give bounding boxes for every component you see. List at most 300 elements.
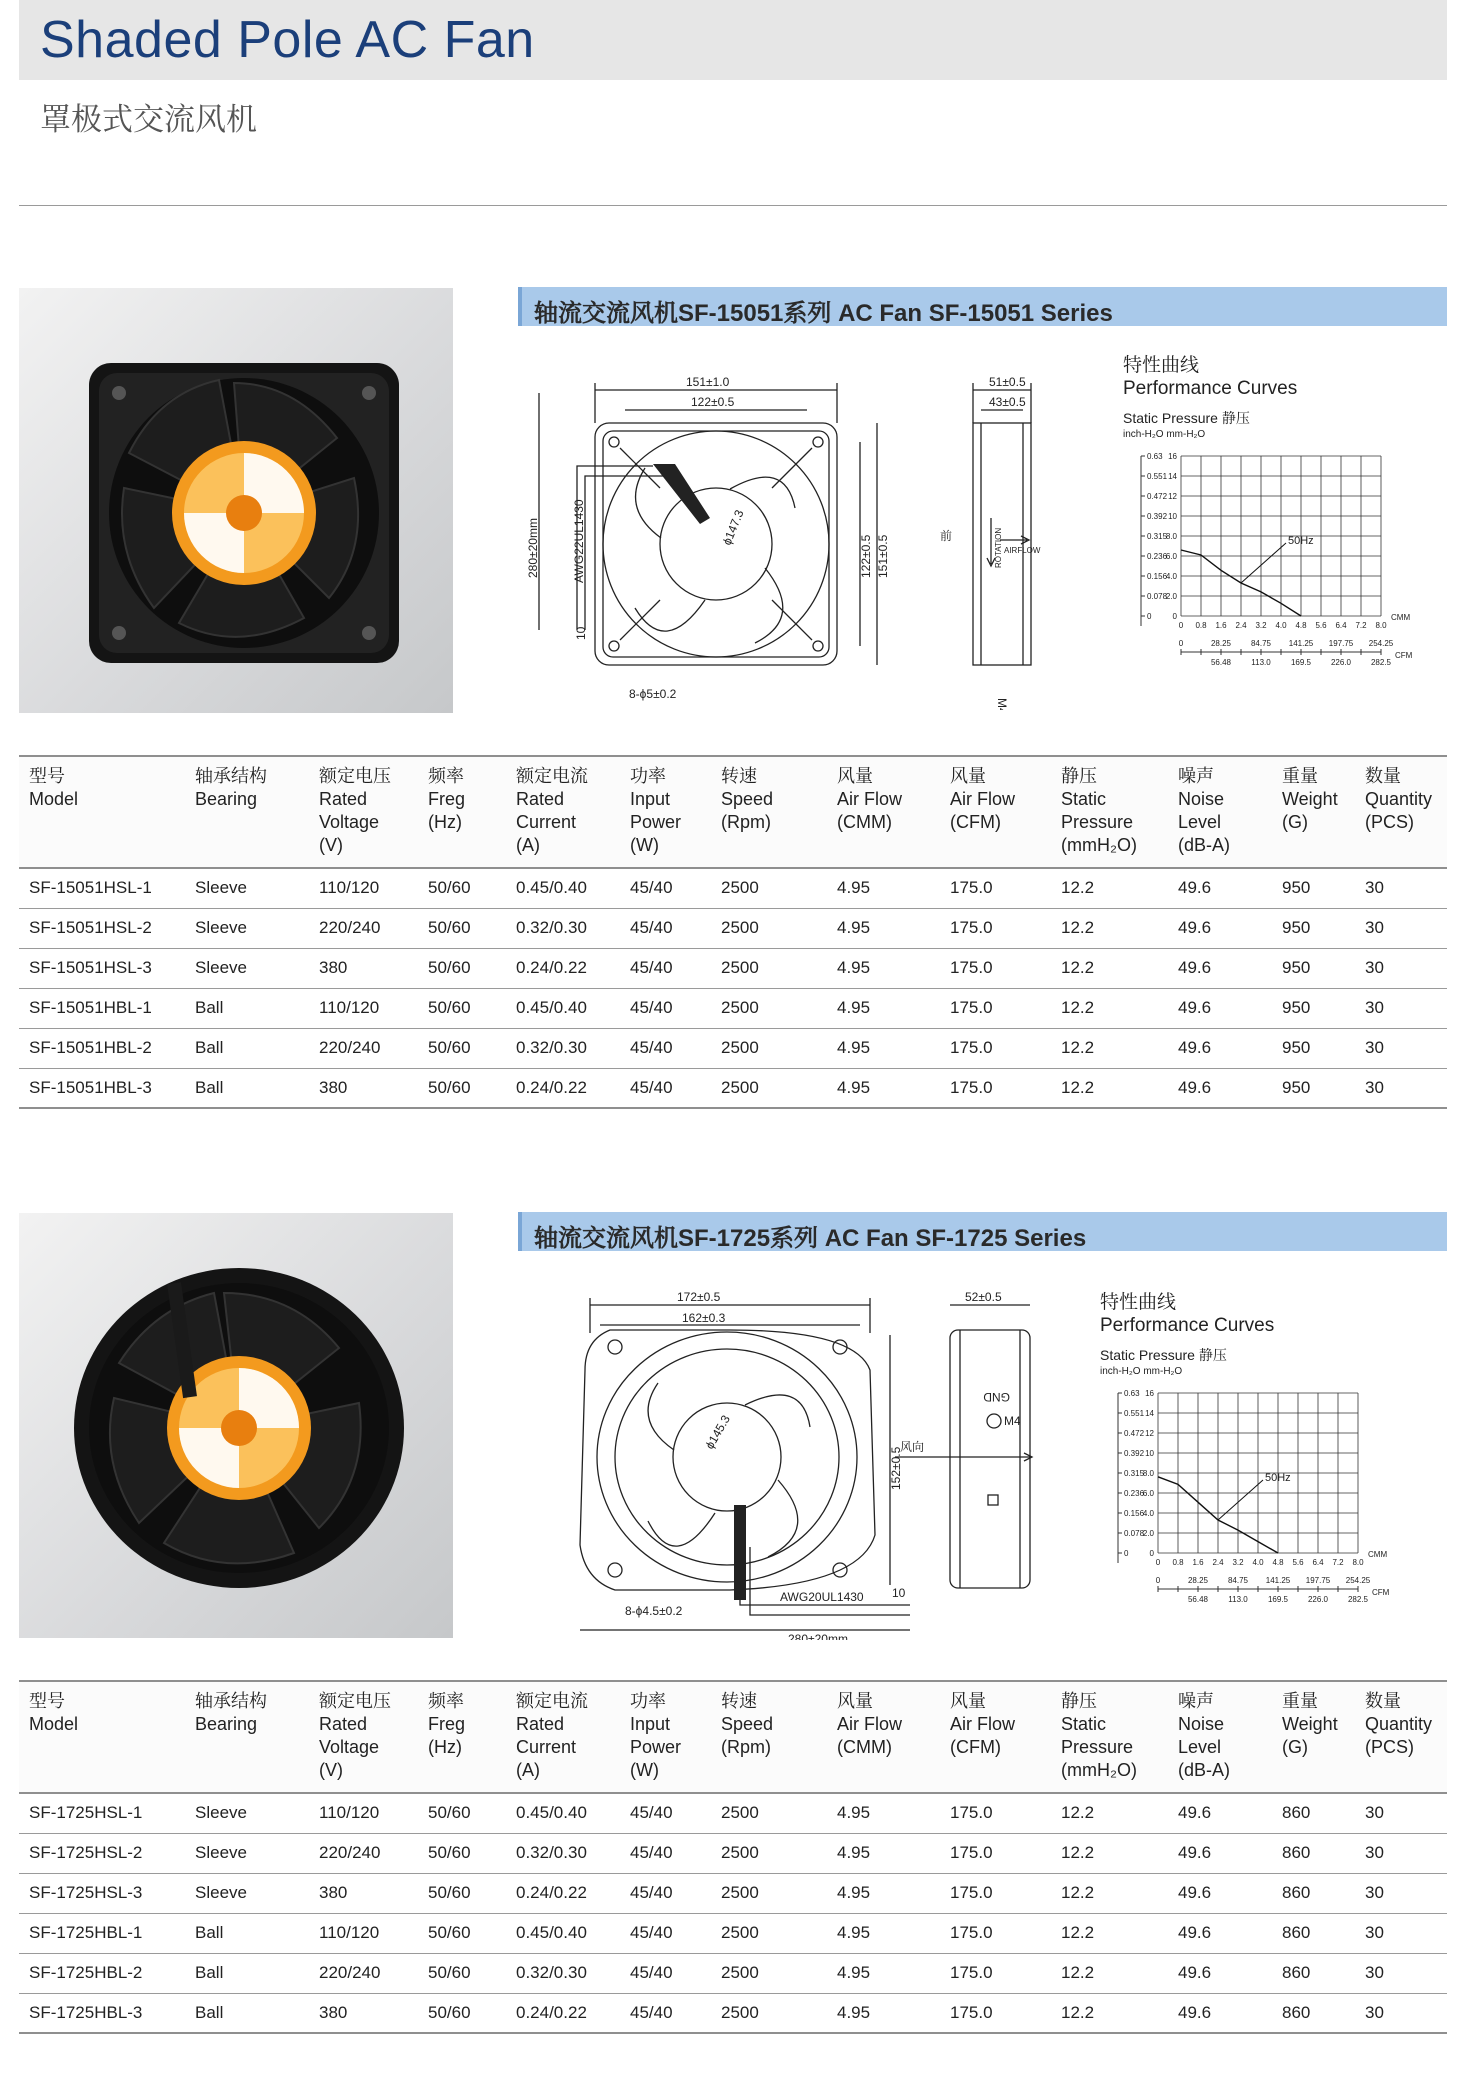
column-header-en: Level xyxy=(1178,812,1222,832)
x-tick-cmm: 3.2 xyxy=(1255,621,1267,630)
table-cell: 50/60 xyxy=(418,1953,506,1993)
table-cell: 2500 xyxy=(711,868,827,908)
cfm-tick-bottom: 226.0 xyxy=(1330,658,1352,667)
column-header-cn: 风量 xyxy=(837,1691,873,1711)
table-cell: 45/40 xyxy=(620,1028,711,1068)
table-cell: 30 xyxy=(1355,1953,1447,1993)
column-header xyxy=(506,756,620,868)
label-gnd: GND xyxy=(983,1390,1010,1404)
header-divider xyxy=(19,205,1447,206)
label-rotation: ROTATION xyxy=(994,527,1003,568)
column-header xyxy=(940,756,1051,868)
column-header-en: Weight xyxy=(1282,1714,1338,1734)
table-cell: 950 xyxy=(1272,948,1355,988)
table-cell: 175.0 xyxy=(940,1993,1051,2033)
column-header-cn: 轴承结构 xyxy=(195,766,267,786)
column-header-en: (G) xyxy=(1282,1737,1308,1757)
column-header xyxy=(185,1681,309,1793)
column-header-en: (dB-A) xyxy=(1178,1760,1231,1780)
table-cell: 220/240 xyxy=(309,908,418,948)
x-axis-label-cmm: CMM xyxy=(1368,1550,1388,1559)
table-row xyxy=(19,1913,1447,1953)
perf-static-pressure: Static Pressure 静压 xyxy=(1123,410,1250,426)
table-cell: 45/40 xyxy=(620,1873,711,1913)
table-cell: 4.95 xyxy=(827,1068,940,1108)
y-tick-mm: 0 xyxy=(1149,1549,1154,1558)
column-header-en: Quantity xyxy=(1365,789,1433,809)
table-cell: 860 xyxy=(1272,1953,1355,1993)
table-cell: 12.2 xyxy=(1051,868,1168,908)
table-cell: SF-15051HBL-1 xyxy=(19,988,185,1028)
x-tick-cmm: 7.2 xyxy=(1332,1558,1344,1567)
table-cell: 0.32/0.30 xyxy=(506,908,620,948)
column-header-en: Freg xyxy=(428,1714,466,1734)
table-cell: 4.95 xyxy=(827,1953,940,1993)
table-cell: 860 xyxy=(1272,1873,1355,1913)
column-header-en: Bearing xyxy=(195,789,258,809)
table-cell: 50/60 xyxy=(418,1793,506,1833)
table-cell: 49.6 xyxy=(1168,1068,1272,1108)
column-header-cn: 功率 xyxy=(630,766,666,786)
table-cell: 50/60 xyxy=(418,948,506,988)
cfm-tick-top: 84.75 xyxy=(1250,639,1272,648)
table-cell: Ball xyxy=(185,988,309,1028)
table-cell: 12.2 xyxy=(1051,1028,1168,1068)
table-row xyxy=(19,908,1447,948)
column-header xyxy=(827,1681,940,1793)
column-header-en: (CFM) xyxy=(950,1737,1001,1757)
table-cell: Sleeve xyxy=(185,1833,309,1873)
fan-photo-sf15051 xyxy=(19,288,453,713)
table-cell: Ball xyxy=(185,1913,309,1953)
table-cell: 860 xyxy=(1272,1793,1355,1833)
label-front: 前 xyxy=(940,529,953,543)
dim-wire-length: 280±20mm xyxy=(788,1632,848,1640)
y-tick-mm: 2.0 xyxy=(1165,592,1177,601)
x-tick-cmm: 1.6 xyxy=(1215,621,1227,630)
table-cell: 0.24/0.22 xyxy=(506,948,620,988)
table-cell: 950 xyxy=(1272,908,1355,948)
table-cell: SF-15051HSL-3 xyxy=(19,948,185,988)
y-tick-inch: 0 xyxy=(1124,1549,1129,1558)
table-cell: SF-1725HSL-3 xyxy=(19,1873,185,1913)
column-header xyxy=(19,756,185,868)
x-tick-cmm: 3.2 xyxy=(1232,1558,1244,1567)
column-header-en: (W) xyxy=(630,835,659,855)
column-header-en: (V) xyxy=(319,835,343,855)
column-header xyxy=(506,1681,620,1793)
x-tick-cmm: 0 xyxy=(1155,1558,1161,1567)
column-header-en: Power xyxy=(630,1737,682,1757)
table-cell: 4.95 xyxy=(827,1833,940,1873)
column-header-en: Rated xyxy=(516,1714,565,1734)
table-cell: Sleeve xyxy=(185,908,309,948)
cfm-tick-bottom: 282.5 xyxy=(1347,1595,1369,1604)
table-cell: 220/240 xyxy=(309,1833,418,1873)
table-cell: 49.6 xyxy=(1168,1833,1272,1873)
column-header xyxy=(418,756,506,868)
table-cell: 4.95 xyxy=(827,988,940,1028)
column-header-cn: 数量 xyxy=(1365,766,1401,786)
y-tick-mm: 16 xyxy=(1168,452,1177,461)
y-tick-inch: 0.551 xyxy=(1124,1409,1145,1418)
table-cell: 30 xyxy=(1355,1028,1447,1068)
column-header-cn: 重量 xyxy=(1282,1691,1318,1711)
x-tick-cmm: 2.4 xyxy=(1212,1558,1224,1567)
table-row xyxy=(19,1953,1447,1993)
table-cell: 45/40 xyxy=(620,1793,711,1833)
column-header-en: Rated xyxy=(516,789,565,809)
table-cell: 0.45/0.40 xyxy=(506,868,620,908)
x-tick-cmm: 7.2 xyxy=(1355,621,1367,630)
table-cell: 110/120 xyxy=(309,988,418,1028)
table-cell: 950 xyxy=(1272,988,1355,1028)
y-tick-mm: 14 xyxy=(1168,472,1177,481)
column-header-cn: 频率 xyxy=(428,766,464,786)
column-header-cn: 频率 xyxy=(428,1691,464,1711)
column-header-en: (PCS) xyxy=(1365,812,1414,832)
table-cell: 45/40 xyxy=(620,1833,711,1873)
table-cell: 380 xyxy=(309,1873,418,1913)
cfm-tick-top: 0 xyxy=(1178,639,1184,648)
column-header-en: Pressure xyxy=(1061,1737,1134,1757)
y-tick-inch: 0.551 xyxy=(1147,472,1168,481)
page-title: Shaded Pole AC Fan xyxy=(40,11,535,69)
y-tick-mm: 8.0 xyxy=(1165,532,1177,541)
dimension-drawing-sf1725 xyxy=(540,1285,1060,1640)
column-header-en: Static xyxy=(1061,1714,1107,1734)
table-cell: 49.6 xyxy=(1168,1953,1272,1993)
table-cell: 30 xyxy=(1355,948,1447,988)
table-cell: 12.2 xyxy=(1051,1873,1168,1913)
table-cell: 49.6 xyxy=(1168,908,1272,948)
cfm-tick-bottom: 113.0 xyxy=(1251,658,1271,667)
x-axis-label-cfm: CFM xyxy=(1372,1588,1390,1597)
column-header xyxy=(711,1681,827,1793)
x-tick-cmm: 8.0 xyxy=(1352,1558,1364,1567)
label-mount: M4 xyxy=(995,698,1009,710)
cfm-tick-top: 197.75 xyxy=(1305,1576,1331,1585)
table-cell: 175.0 xyxy=(940,1068,1051,1108)
column-header-en: (dB-A) xyxy=(1178,835,1231,855)
column-header-en: Noise xyxy=(1178,789,1225,809)
table-cell: 860 xyxy=(1272,1913,1355,1953)
table-cell: 30 xyxy=(1355,1068,1447,1108)
cfm-tick-top: 197.75 xyxy=(1328,639,1354,648)
x-tick-cmm: 0 xyxy=(1178,621,1184,630)
column-header xyxy=(1272,1681,1355,1793)
table-cell: 30 xyxy=(1355,1793,1447,1833)
cfm-tick-bottom: 56.48 xyxy=(1210,658,1232,667)
x-tick-cmm: 2.4 xyxy=(1235,621,1247,630)
table-cell: 50/60 xyxy=(418,908,506,948)
column-header xyxy=(827,756,940,868)
table-cell: 30 xyxy=(1355,1873,1447,1913)
y-tick-inch: 0.472 xyxy=(1124,1429,1145,1438)
x-tick-cmm: 0.8 xyxy=(1195,621,1207,630)
y-tick-inch: 0.315 xyxy=(1147,532,1168,541)
column-header-en: (Hz) xyxy=(428,812,462,832)
column-header xyxy=(1168,756,1272,868)
dim-height-inner: 122±0.5 xyxy=(859,534,873,578)
y-tick-mm: 10 xyxy=(1168,512,1177,521)
y-tick-mm: 12 xyxy=(1168,492,1177,501)
column-header-cn: 噪声 xyxy=(1178,766,1214,786)
column-header xyxy=(309,1681,418,1793)
y-tick-inch: 0.156 xyxy=(1124,1509,1145,1518)
x-tick-cmm: 8.0 xyxy=(1375,621,1387,630)
cfm-tick-top: 0 xyxy=(1155,1576,1161,1585)
x-tick-cmm: 4.8 xyxy=(1295,621,1307,630)
column-header-en: Speed xyxy=(721,789,774,809)
table-cell: 30 xyxy=(1355,1913,1447,1953)
table-cell: 4.95 xyxy=(827,1913,940,1953)
dim-height-outer: 151±0.5 xyxy=(876,534,890,578)
table-cell: SF-15051HSL-1 xyxy=(19,868,185,908)
column-header-cn: 转速 xyxy=(721,1691,757,1711)
table-cell: 220/240 xyxy=(309,1028,418,1068)
table-cell: 45/40 xyxy=(620,1953,711,1993)
table-row xyxy=(19,1993,1447,2033)
table-cell: SF-1725HBL-2 xyxy=(19,1953,185,1993)
y-tick-inch: 0.472 xyxy=(1147,492,1168,501)
table-cell: 4.95 xyxy=(827,948,940,988)
dim-width-outer: 151±1.0 xyxy=(686,375,730,389)
table-cell: 2500 xyxy=(711,1793,827,1833)
column-header xyxy=(1051,1681,1168,1793)
table-cell: 49.6 xyxy=(1168,1028,1272,1068)
dim-wire-gauge: AWG22UL1430 xyxy=(572,499,586,583)
spec-table-sf15051 xyxy=(19,755,1447,1109)
table-row xyxy=(19,1833,1447,1873)
fan-square-image xyxy=(19,288,453,713)
table-cell: 49.6 xyxy=(1168,1993,1272,2033)
table-cell: 175.0 xyxy=(940,988,1051,1028)
column-header-en: Freg xyxy=(428,789,466,809)
table-cell: SF-1725HBL-1 xyxy=(19,1913,185,1953)
table-cell: 30 xyxy=(1355,988,1447,1028)
table-cell: 2500 xyxy=(711,948,827,988)
table-cell: 30 xyxy=(1355,868,1447,908)
table-cell: 0.45/0.40 xyxy=(506,1793,620,1833)
column-header-en: (G) xyxy=(1282,812,1308,832)
table-cell: 50/60 xyxy=(418,988,506,1028)
table-row xyxy=(19,1068,1447,1108)
column-header-en: Power xyxy=(630,812,682,832)
table-cell: 50/60 xyxy=(418,1068,506,1108)
column-header-en: (mmH₂O) xyxy=(1061,835,1137,855)
column-header-cn: 额定电压 xyxy=(319,1691,391,1711)
series-bar-sf15051 xyxy=(518,287,1447,326)
table-cell: 220/240 xyxy=(309,1953,418,1993)
table-row xyxy=(19,868,1447,908)
cfm-tick-bottom: 282.5 xyxy=(1370,658,1392,667)
column-header-cn: 型号 xyxy=(29,766,65,786)
table-cell: Sleeve xyxy=(185,1793,309,1833)
page-subtitle: 罩极式交流风机 xyxy=(40,102,257,137)
column-header xyxy=(309,756,418,868)
dim-diameter: ϕ147.3 xyxy=(719,507,747,548)
table-cell: 110/120 xyxy=(309,1913,418,1953)
column-header xyxy=(418,1681,506,1793)
column-header-en: Rated xyxy=(319,1714,368,1734)
table-cell: Sleeve xyxy=(185,948,309,988)
x-tick-cmm: 4.8 xyxy=(1272,1558,1284,1567)
column-header-en: Air Flow xyxy=(950,789,1016,809)
table-cell: Ball xyxy=(185,1068,309,1108)
dim-diameter: ϕ145.3 xyxy=(702,1412,733,1452)
y-tick-mm: 4.0 xyxy=(1165,572,1177,581)
perf-title-en: Performance Curves xyxy=(1123,378,1298,399)
dim-height-inner: 152±0.5 xyxy=(889,1446,903,1490)
dim-width-inner: 162±0.3 xyxy=(682,1311,726,1325)
curve-leader-line xyxy=(1218,1480,1263,1520)
table-cell: 30 xyxy=(1355,1833,1447,1873)
table-cell: 50/60 xyxy=(418,1833,506,1873)
table-row xyxy=(19,988,1447,1028)
y-tick-mm: 16 xyxy=(1145,1389,1154,1398)
column-header-cn: 风量 xyxy=(950,1691,986,1711)
column-header xyxy=(1272,756,1355,868)
x-tick-cmm: 4.0 xyxy=(1275,621,1287,630)
table-cell: 380 xyxy=(309,1068,418,1108)
table-cell: 12.2 xyxy=(1051,948,1168,988)
spec-table-sf1725 xyxy=(19,1680,1447,2034)
column-header-cn: 噪声 xyxy=(1178,1691,1214,1711)
series-title: 轴流交流风机SF-15051系列 AC Fan SF-15051 Series xyxy=(534,300,1113,327)
column-header-en: Input xyxy=(630,1714,671,1734)
column-header-en: Voltage xyxy=(319,812,380,832)
table-cell: 4.95 xyxy=(827,868,940,908)
cfm-tick-top: 28.25 xyxy=(1210,639,1232,648)
table-cell: 0.45/0.40 xyxy=(506,988,620,1028)
column-header xyxy=(19,1681,185,1793)
perf-units: inch-H₂O mm-H₂O xyxy=(1123,429,1206,440)
curve-leader-line xyxy=(1241,543,1286,583)
column-header-en: Level xyxy=(1178,1737,1222,1757)
cfm-tick-top: 254.25 xyxy=(1345,1576,1371,1585)
column-header-en: Weight xyxy=(1282,789,1338,809)
table-cell: 12.2 xyxy=(1051,1793,1168,1833)
table-cell: 30 xyxy=(1355,908,1447,948)
table-cell: 2500 xyxy=(711,1873,827,1913)
y-tick-inch: 0.156 xyxy=(1147,572,1168,581)
table-cell: 2500 xyxy=(711,1028,827,1068)
perf-title-cn: 特性曲线 xyxy=(1123,355,1200,376)
column-header-en: (PCS) xyxy=(1365,1737,1414,1757)
column-header-en: (Rpm) xyxy=(721,812,771,832)
y-tick-inch: 0 xyxy=(1147,612,1152,621)
table-cell: 2500 xyxy=(711,988,827,1028)
table-cell: 50/60 xyxy=(418,1913,506,1953)
column-header-en: Air Flow xyxy=(837,1714,903,1734)
column-header-en: (CMM) xyxy=(837,812,892,832)
column-header-en: Air Flow xyxy=(950,1714,1016,1734)
x-tick-cmm: 5.6 xyxy=(1315,621,1327,630)
table-cell: 175.0 xyxy=(940,1028,1051,1068)
table-cell: 30 xyxy=(1355,1993,1447,2033)
table-cell: 50/60 xyxy=(418,1028,506,1068)
cfm-tick-top: 141.25 xyxy=(1288,639,1314,648)
y-tick-mm: 8.0 xyxy=(1142,1469,1154,1478)
column-header-en: (mmH₂O) xyxy=(1061,1760,1137,1780)
y-tick-mm: 2.0 xyxy=(1142,1529,1154,1538)
column-header xyxy=(1051,756,1168,868)
column-header-cn: 轴承结构 xyxy=(195,1691,267,1711)
column-header-cn: 风量 xyxy=(837,766,873,786)
column-header-en: (A) xyxy=(516,835,540,855)
table-row xyxy=(19,1793,1447,1833)
table-cell: 4.95 xyxy=(827,1993,940,2033)
column-header-en: Noise xyxy=(1178,1714,1225,1734)
x-tick-cmm: 6.4 xyxy=(1335,621,1347,630)
curve-label: 50Hz xyxy=(1265,1471,1291,1484)
table-cell: 2500 xyxy=(711,908,827,948)
column-header-en: Pressure xyxy=(1061,812,1134,832)
table-cell: Ball xyxy=(185,1993,309,2033)
y-tick-mm: 4.0 xyxy=(1142,1509,1154,1518)
table-cell: 50/60 xyxy=(418,1873,506,1913)
table-cell: 2500 xyxy=(711,1068,827,1108)
table-cell: 950 xyxy=(1272,1028,1355,1068)
table-cell: 2500 xyxy=(711,1913,827,1953)
table-row xyxy=(19,948,1447,988)
column-header-en: Voltage xyxy=(319,1737,380,1757)
column-header-en: Current xyxy=(516,812,577,832)
dim-width-inner: 122±0.5 xyxy=(691,395,735,409)
table-cell: 0.24/0.22 xyxy=(506,1873,620,1913)
column-header-en: Quantity xyxy=(1365,1714,1433,1734)
perf-static-pressure: Static Pressure 静压 xyxy=(1100,1347,1227,1363)
column-header-en: Model xyxy=(29,1714,79,1734)
table-cell: 49.6 xyxy=(1168,1793,1272,1833)
table-cell: 110/120 xyxy=(309,868,418,908)
dim-holes: 8-ϕ5±0.2 xyxy=(629,687,677,701)
dim-wire-strip: 10 xyxy=(574,626,588,640)
table-cell: 4.95 xyxy=(827,1028,940,1068)
label-airflow-direction: 风向 xyxy=(900,1440,925,1454)
table-cell: 4.95 xyxy=(827,1873,940,1913)
table-cell: 45/40 xyxy=(620,868,711,908)
table-cell: 49.6 xyxy=(1168,948,1272,988)
dim-depth: 52±0.5 xyxy=(965,1290,1002,1304)
column-header-en: Bearing xyxy=(195,1714,258,1734)
column-header-en: (CMM) xyxy=(837,1737,892,1757)
cfm-tick-top: 28.25 xyxy=(1187,1576,1209,1585)
column-header xyxy=(1168,1681,1272,1793)
column-header xyxy=(620,1681,711,1793)
table-cell: Ball xyxy=(185,1953,309,1993)
dimension-drawing-sf15051 xyxy=(525,368,1100,710)
x-tick-cmm: 1.6 xyxy=(1192,1558,1204,1567)
table-cell: 950 xyxy=(1272,868,1355,908)
perf-chart-svg xyxy=(1100,1379,1410,1619)
y-tick-inch: 0.315 xyxy=(1124,1469,1145,1478)
y-tick-mm: 6.0 xyxy=(1142,1489,1154,1498)
table-cell: 45/40 xyxy=(620,908,711,948)
table-cell: 12.2 xyxy=(1051,1833,1168,1873)
column-header-en: (Hz) xyxy=(428,1737,462,1757)
performance-curves-sf15051 xyxy=(1123,350,1443,682)
dim-holes: 8-ϕ4.5±0.2 xyxy=(625,1604,683,1618)
x-tick-cmm: 5.6 xyxy=(1292,1558,1304,1567)
table-cell: 4.95 xyxy=(827,908,940,948)
table-cell: 4.95 xyxy=(827,1793,940,1833)
y-tick-inch: 0.63 xyxy=(1124,1389,1140,1398)
cfm-tick-bottom: 56.48 xyxy=(1187,1595,1209,1604)
perf-units: inch-H₂O mm-H₂O xyxy=(1100,1366,1183,1377)
column-header-en: Static xyxy=(1061,789,1107,809)
